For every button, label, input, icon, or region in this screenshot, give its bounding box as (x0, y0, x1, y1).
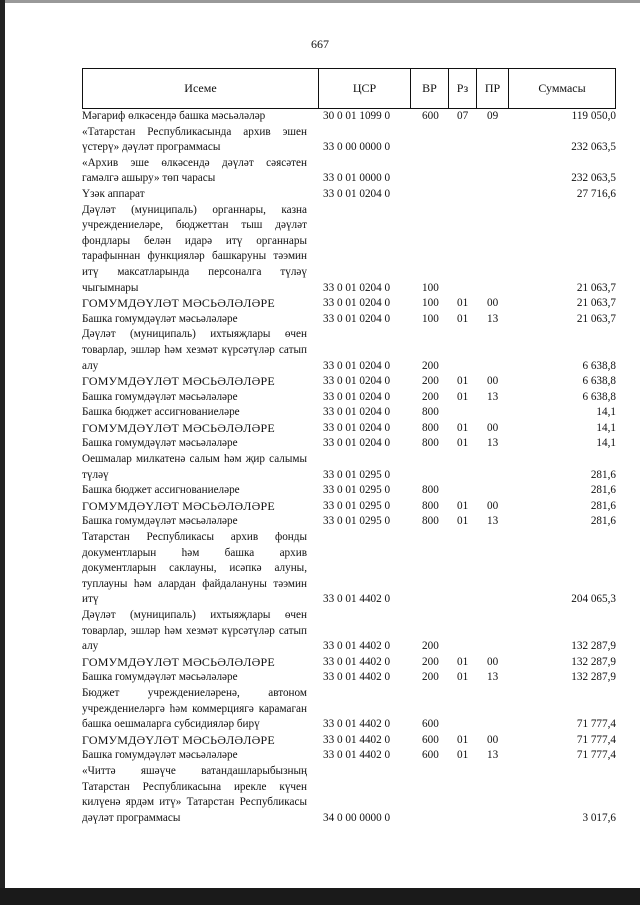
row-name: ГОМУМДӘҮЛӘТ МӘСЬӘЛӘЛӘРЕ (82, 374, 275, 389)
row-vr: 200 (422, 655, 439, 668)
table-row (82, 608, 616, 655)
row-vr: 600 (422, 110, 439, 122)
row-sum: 232 063,5 (571, 141, 616, 154)
row-csr: 33 0 01 4402 0 (323, 655, 391, 668)
table-row (82, 733, 616, 749)
row-pr: 13 (487, 671, 499, 684)
row-vr: 200 (422, 359, 439, 372)
row-name: Башка бюджет ассигнованиеләре (82, 484, 240, 497)
row-rz: 01 (457, 421, 469, 434)
row-rz: 01 (457, 655, 469, 668)
table-row (82, 452, 616, 483)
row-pr: 13 (487, 312, 499, 325)
row-sum: 71 777,4 (576, 733, 616, 746)
row-pr: 00 (487, 297, 499, 310)
row-csr: 33 0 01 0295 0 (323, 468, 391, 481)
header-rz: Рз (449, 69, 477, 108)
row-vr: 600 (422, 749, 439, 762)
row-vr: 600 (422, 733, 439, 746)
table-row (82, 296, 616, 312)
table-row (82, 156, 616, 187)
table-row (82, 655, 616, 671)
header-csr: ЦСР (319, 69, 411, 108)
table-body (82, 109, 616, 826)
header-sum: Суммасы (538, 81, 586, 95)
row-name: ГОМУМДӘҮЛӘТ МӘСЬӘЛӘЛӘРЕ (82, 420, 275, 435)
row-name: Башка бюджет ассигнованиеләре (82, 406, 240, 419)
row-rz: 07 (457, 110, 469, 122)
row-sum: 6 638,8 (582, 375, 616, 388)
row-vr: 200 (422, 640, 439, 653)
row-sum: 281,6 (590, 515, 616, 528)
table-row (82, 405, 616, 421)
table-row (82, 374, 616, 390)
row-sum: 132 287,9 (571, 640, 616, 653)
row-vr: 200 (422, 671, 439, 684)
row-rz: 01 (457, 375, 469, 388)
table-row (82, 530, 616, 608)
row-csr: 30 0 01 1099 0 (323, 110, 391, 122)
row-name: Дәүләт (муниципаль) ихтыяҗлары өчен товарлар, эшләр һәм хезмәт күрсәтүләр сатып алу (82, 609, 307, 653)
row-vr: 100 (422, 297, 439, 310)
row-csr: 33 0 01 0295 0 (323, 499, 391, 512)
table-row (82, 514, 616, 530)
table-row (82, 483, 616, 499)
table-row (82, 109, 616, 125)
row-sum: 21 063,7 (576, 297, 616, 310)
header-pr: ПР (477, 69, 509, 108)
table-row (82, 421, 616, 437)
row-sum: 281,6 (590, 484, 616, 497)
row-rz: 01 (457, 749, 469, 762)
page-number: 667 (311, 37, 329, 51)
row-csr: 33 0 01 4402 0 (323, 671, 391, 684)
row-name: Бюджет учреждениеләренә, автоном учреждениеләргә һәм коммерциягә карамаган башка оешмаларга субсидияләр бирү (82, 686, 307, 731)
row-rz: 01 (457, 312, 469, 325)
row-pr: 00 (487, 499, 499, 512)
row-pr: 13 (487, 749, 499, 762)
row-name: «Татарстан Республикасында архив эшен үстерү» дәүләт программасы (82, 125, 307, 154)
table-header (82, 68, 616, 109)
row-rz: 01 (457, 733, 469, 746)
row-csr: 33 0 01 0204 0 (323, 297, 391, 310)
table-row (82, 187, 616, 203)
row-name: Дәүләт (муниципаль) ихтыяҗлары өчен товарлар, эшләр һәм хезмәт күрсәтүләр сатып алу (82, 328, 307, 372)
row-sum: 3 017,6 (582, 811, 616, 824)
row-name: Башка гомумдәүләт мәсьәләләре (82, 437, 238, 450)
row-sum: 132 287,9 (571, 671, 616, 684)
row-csr: 33 0 01 0204 0 (323, 437, 391, 450)
row-name: Оешмалар милкатенә салым һәм җир салымы түләү (82, 453, 307, 481)
row-csr: 33 0 01 4402 0 (323, 640, 391, 653)
row-sum: 204 065,3 (571, 593, 616, 606)
row-sum: 119 050,0 (571, 110, 616, 122)
row-vr: 800 (422, 499, 439, 512)
row-rz: 01 (457, 515, 469, 528)
row-sum: 21 063,7 (576, 281, 616, 294)
row-vr: 800 (422, 515, 439, 528)
row-name: Башка гомумдәүләт мәсьәләләре (82, 749, 238, 762)
row-vr: 600 (422, 718, 439, 731)
table-row (82, 312, 616, 328)
row-name: Татарстан Республикасы архив фонды документларын һәм башка архив документларын саклауны, исәпкә алуны, туплауны һәм алардан файдалануны тәэмин итү (82, 531, 307, 606)
table-row (82, 686, 616, 733)
row-csr: 34 0 00 0000 0 (323, 811, 391, 824)
row-rz: 01 (457, 437, 469, 450)
row-name: Башка гомумдәүләт мәсьәләләре (82, 671, 238, 684)
row-csr: 33 0 01 4402 0 (323, 749, 391, 762)
row-sum: 14,1 (596, 421, 616, 434)
row-vr: 100 (422, 281, 439, 294)
row-sum: 6 638,8 (582, 359, 616, 372)
row-sum: 71 777,4 (576, 718, 616, 731)
row-rz: 01 (457, 297, 469, 310)
row-pr: 00 (487, 655, 499, 668)
row-name: Башка гомумдәүләт мәсьәләләре (82, 390, 238, 403)
row-sum: 27 716,6 (576, 187, 616, 200)
row-name: «Архив эше өлкәсендә дәүләт сәясәтен гамәлгә ашыру» төп чарасы (82, 156, 307, 185)
scan-bottom-edge (0, 888, 640, 905)
row-rz: 01 (457, 671, 469, 684)
table-row (82, 670, 616, 686)
row-csr: 33 0 01 0000 0 (323, 172, 391, 185)
row-name: Башка гомумдәүләт мәсьәләләре (82, 312, 238, 325)
row-sum: 14,1 (596, 437, 616, 450)
table-row (82, 436, 616, 452)
row-name: ГОМУМДӘҮЛӘТ МӘСЬӘЛӘЛӘРЕ (82, 498, 275, 513)
table-row (82, 203, 616, 297)
row-name: Үзәк аппарат (82, 187, 145, 200)
row-sum: 6 638,8 (582, 390, 616, 403)
row-vr: 800 (422, 421, 439, 434)
row-sum: 281,6 (590, 499, 616, 512)
row-csr: 33 0 01 0204 0 (323, 421, 391, 434)
row-name: ГОМУМДӘҮЛӘТ МӘСЬӘЛӘЛӘРЕ (82, 296, 275, 311)
row-name: Башка гомумдәүләт мәсьәләләре (82, 515, 238, 528)
row-sum: 71 777,4 (576, 749, 616, 762)
row-sum: 21 063,7 (576, 312, 616, 325)
row-vr: 100 (422, 312, 439, 325)
row-vr: 200 (422, 375, 439, 388)
row-pr: 13 (487, 390, 499, 403)
row-sum: 281,6 (590, 468, 616, 481)
header-name: Исеме (83, 69, 319, 108)
table-row (82, 748, 616, 764)
table-row (82, 390, 616, 406)
row-csr: 33 0 01 4402 0 (323, 593, 391, 606)
scan-left-edge (0, 0, 5, 905)
row-csr: 33 0 01 0204 0 (323, 187, 391, 200)
row-vr: 200 (422, 390, 439, 403)
row-csr: 33 0 01 0204 0 (323, 390, 391, 403)
row-name: ГОМУМДӘҮЛӘТ МӘСЬӘЛӘЛӘРЕ (82, 654, 275, 669)
row-sum: 132 287,9 (571, 655, 616, 668)
row-csr: 33 0 01 0204 0 (323, 375, 391, 388)
table-row (82, 327, 616, 374)
row-vr: 800 (422, 437, 439, 450)
row-csr: 33 0 01 0295 0 (323, 515, 391, 528)
scan-top-edge (0, 0, 640, 3)
row-pr: 13 (487, 515, 499, 528)
row-name: Мәгариф өлкәсендә башка мәсьәләләр (82, 110, 266, 122)
row-name: «Читтә яшәүче ватандашларыбызның Татарстан Республикасына ирекле күчен килүенә ярдәм итү» Татарстан Республикасы дәүләт программасы (82, 764, 307, 824)
row-pr: 09 (487, 110, 499, 122)
row-rz: 01 (457, 390, 469, 403)
header-vr: ВР (411, 69, 449, 108)
row-pr: 00 (487, 421, 499, 434)
row-name: Дәүләт (муниципаль) органнары, казна учреждениеләре, бюджеттан тыш дәүләт фондлары белән идарә итү органнары тарафыннан функцияләр башкаруны тәэмин итү максатларында персоналга түләү чыгымнары (82, 203, 307, 294)
row-pr: 00 (487, 733, 499, 746)
table-row (82, 764, 616, 826)
row-vr: 800 (422, 406, 439, 419)
row-csr: 33 0 01 0295 0 (323, 484, 391, 497)
budget-table (82, 68, 616, 826)
row-csr: 33 0 01 0204 0 (323, 406, 391, 419)
row-csr: 33 0 00 0000 0 (323, 141, 391, 154)
row-vr: 800 (422, 484, 439, 497)
row-rz: 01 (457, 499, 469, 512)
row-csr: 33 0 01 0204 0 (323, 312, 391, 325)
row-name: ГОМУМДӘҮЛӘТ МӘСЬӘЛӘЛӘРЕ (82, 732, 275, 747)
table-row (82, 499, 616, 515)
row-pr: 13 (487, 437, 499, 450)
row-pr: 00 (487, 375, 499, 388)
row-sum: 14,1 (596, 406, 616, 419)
table-row (82, 125, 616, 156)
row-csr: 33 0 01 4402 0 (323, 733, 391, 746)
row-csr: 33 0 01 4402 0 (323, 718, 391, 731)
row-csr: 33 0 01 0204 0 (323, 281, 391, 294)
row-csr: 33 0 01 0204 0 (323, 359, 391, 372)
row-sum: 232 063,5 (571, 172, 616, 185)
